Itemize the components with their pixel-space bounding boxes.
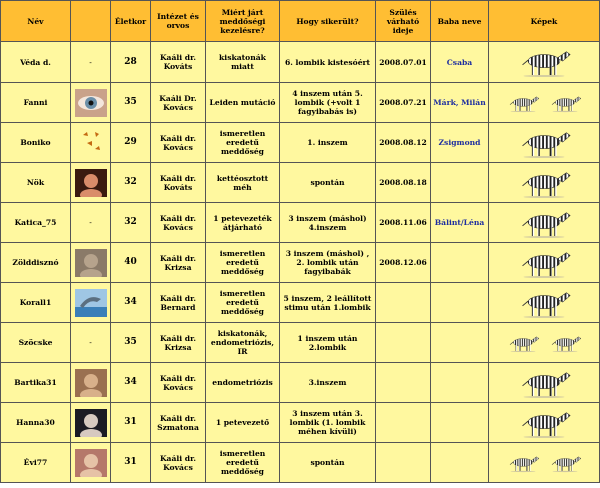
member-images: [489, 443, 600, 483]
member-result: spontán: [280, 163, 376, 203]
member-due-date: 2008.07.21: [376, 83, 431, 123]
header-reason: Miért járt meddőségi kezelésre?: [206, 1, 280, 42]
avatar-family-photo: [75, 369, 107, 397]
zebra-icon[interactable]: [516, 248, 572, 278]
zebra-icon[interactable]: [506, 92, 540, 114]
zebra-icon[interactable]: [516, 408, 572, 438]
table-row: [1, 42, 600, 83]
avatar-couple-photo: [75, 449, 107, 477]
member-clinic: Kaáli Dr. Kovács: [151, 83, 206, 123]
table-row: [1, 443, 600, 483]
avatar-woman-photo: [75, 409, 107, 437]
zebra-icon[interactable]: [516, 47, 572, 77]
header-avatar: [71, 1, 111, 42]
member-clinic: Kaáli dr. Kovács: [151, 203, 206, 243]
member-result: 3.inszem: [280, 363, 376, 403]
member-clinic: Kaáli dr. Kovács: [151, 123, 206, 163]
member-baby-name: [431, 283, 489, 323]
member-baby-name: Zsigmond: [431, 123, 489, 163]
header-name: Név: [1, 1, 71, 42]
avatar-placeholder: -: [89, 218, 92, 227]
member-age: 35: [111, 83, 151, 123]
avatar-placeholder: -: [89, 57, 92, 67]
member-avatar: [71, 323, 111, 363]
table-row: [1, 203, 600, 243]
member-due-date: 2008.08.12: [376, 123, 431, 163]
member-baby-name: [431, 243, 489, 283]
zebra-icon[interactable]: [548, 332, 582, 354]
member-clinic: Kaáli dr. Kováts: [151, 163, 206, 203]
member-due-date: [376, 403, 431, 443]
member-name: Katica_75: [1, 203, 71, 243]
member-due-date: 2008.11.06: [376, 203, 431, 243]
member-reason: kiskatonák miatt: [206, 42, 280, 83]
member-reason: endometriózis: [206, 363, 280, 403]
member-reason: kiskatonák, endometriózis, IR: [206, 323, 280, 363]
member-avatar: [71, 283, 111, 323]
table-row: [1, 283, 600, 323]
table-body: [1, 42, 600, 483]
header-clinic: Intézet és orvos: [151, 1, 206, 42]
member-avatar: [71, 363, 111, 403]
member-baby-name: [431, 323, 489, 363]
member-name: Évi77: [1, 443, 71, 483]
member-clinic: Kaáli dr. Kovács: [151, 443, 206, 483]
header-row: [1, 1, 600, 42]
member-reason: 1 petevezeték átjárható: [206, 203, 280, 243]
member-age: 31: [111, 443, 151, 483]
zebra-icon[interactable]: [548, 92, 582, 114]
table-row: [1, 163, 600, 203]
header-due-date: Szülés várható ideje: [376, 1, 431, 42]
member-due-date: 2008.12.06: [376, 243, 431, 283]
member-name: Szöcske: [1, 323, 71, 363]
avatar-dolphin-photo: [75, 289, 107, 317]
member-images: [489, 243, 600, 283]
member-due-date: [376, 443, 431, 483]
member-name: Hanna30: [1, 403, 71, 443]
member-due-date: 2008.07.01: [376, 42, 431, 83]
member-age: 28: [111, 42, 151, 83]
member-name: Véda d.: [1, 42, 71, 83]
member-images: [489, 123, 600, 163]
member-result: 3 inszem (máshol) 4.inszem: [280, 203, 376, 243]
member-reason: kettéosztott méh: [206, 163, 280, 203]
member-images: [489, 42, 600, 83]
member-avatar: [71, 243, 111, 283]
member-baby-name: Márk, Milán: [431, 83, 489, 123]
member-baby-name: [431, 363, 489, 403]
member-avatar: [71, 203, 111, 243]
member-name: Korall1: [1, 283, 71, 323]
member-avatar: [71, 163, 111, 203]
member-images: [489, 163, 600, 203]
table-row: [1, 403, 600, 443]
member-baby-name: Csaba: [431, 42, 489, 83]
member-clinic: Kaáli dr. Kovács: [151, 363, 206, 403]
member-baby-name: [431, 443, 489, 483]
member-clinic: Kaáli dr. Kováts: [151, 42, 206, 83]
member-name: Bartika31: [1, 363, 71, 403]
table-row: [1, 243, 600, 283]
member-result: 6. lombik kistesóért: [280, 42, 376, 83]
member-due-date: 2008.08.18: [376, 163, 431, 203]
member-images: [489, 283, 600, 323]
member-clinic: Kaáli dr. Bernard: [151, 283, 206, 323]
member-images: [489, 403, 600, 443]
member-baby-name: Bálint/Léna: [431, 203, 489, 243]
member-result: spontán: [280, 443, 376, 483]
avatar-butterflies-photo: [75, 129, 107, 157]
table-row: [1, 83, 600, 123]
member-avatar: [71, 443, 111, 483]
member-reason: ismeretlen eredetű meddőség: [206, 243, 280, 283]
table-row: [1, 323, 600, 363]
avatar-eye-photo: [75, 89, 107, 117]
member-age: 29: [111, 123, 151, 163]
member-images: [489, 83, 600, 123]
member-clinic: Kaáli dr. Szmatona: [151, 403, 206, 443]
zebra-icon[interactable]: [516, 128, 572, 158]
member-reason: ismeretlen eredetű meddőség: [206, 123, 280, 163]
member-due-date: [376, 283, 431, 323]
member-age: 32: [111, 163, 151, 203]
member-name: Zölddisznó: [1, 243, 71, 283]
avatar-placeholder: -: [89, 338, 92, 347]
zebra-icon[interactable]: [516, 288, 572, 318]
member-reason: Leiden mutáció: [206, 83, 280, 123]
table-row: [1, 363, 600, 403]
member-clinic: Kaáli dr. Krizsa: [151, 243, 206, 283]
member-result: 1 inszem után 2.lombik: [280, 323, 376, 363]
member-images: [489, 323, 600, 363]
avatar-girl-photo: [75, 169, 107, 197]
member-result: 3 inszem (máshol) , 2. lombik után fagyibabák: [280, 243, 376, 283]
zebra-icon[interactable]: [516, 208, 572, 238]
member-avatar: [71, 42, 111, 83]
member-age: 34: [111, 363, 151, 403]
member-avatar: [71, 83, 111, 123]
table-row: [1, 123, 600, 163]
member-due-date: [376, 323, 431, 363]
zebra-icon[interactable]: [506, 452, 540, 474]
member-result: 4 inszem után 5. lombik (+volt 1 fagyibabás is): [280, 83, 376, 123]
member-avatar: [71, 123, 111, 163]
header-images: Képek: [489, 1, 600, 42]
member-result: 3 inszem után 3. lombik (1. lombik méhen kívüli): [280, 403, 376, 443]
member-name: Boniko: [1, 123, 71, 163]
member-reason: 1 petevezető: [206, 403, 280, 443]
member-name: Nök: [1, 163, 71, 203]
zebra-icon[interactable]: [516, 168, 572, 198]
member-age: 32: [111, 203, 151, 243]
member-images: [489, 203, 600, 243]
member-due-date: [376, 363, 431, 403]
member-age: 35: [111, 323, 151, 363]
member-age: 31: [111, 403, 151, 443]
header-baby-name: Baba neve: [431, 1, 489, 42]
member-images: [489, 363, 600, 403]
member-clinic: Kaáli dr. Krizsa: [151, 323, 206, 363]
member-age: 40: [111, 243, 151, 283]
member-reason: ismeretlen eredetű meddőség: [206, 283, 280, 323]
zebra-icon[interactable]: [516, 368, 572, 398]
header-age: Életkor: [111, 1, 151, 42]
zebra-icon[interactable]: [548, 452, 582, 474]
member-baby-name: [431, 163, 489, 203]
member-reason: ismeretlen eredetű meddőség: [206, 443, 280, 483]
member-result: 1. inszem: [280, 123, 376, 163]
header-result: Hogy sikerült?: [280, 1, 376, 42]
member-result: 5 inszem, 2 leállított stimu után 1.lombik: [280, 283, 376, 323]
zebra-icon[interactable]: [506, 332, 540, 354]
member-name: Fanni: [1, 83, 71, 123]
member-avatar: [71, 403, 111, 443]
member-baby-name: [431, 403, 489, 443]
member-age: 34: [111, 283, 151, 323]
avatar-pig-photo: [75, 249, 107, 277]
